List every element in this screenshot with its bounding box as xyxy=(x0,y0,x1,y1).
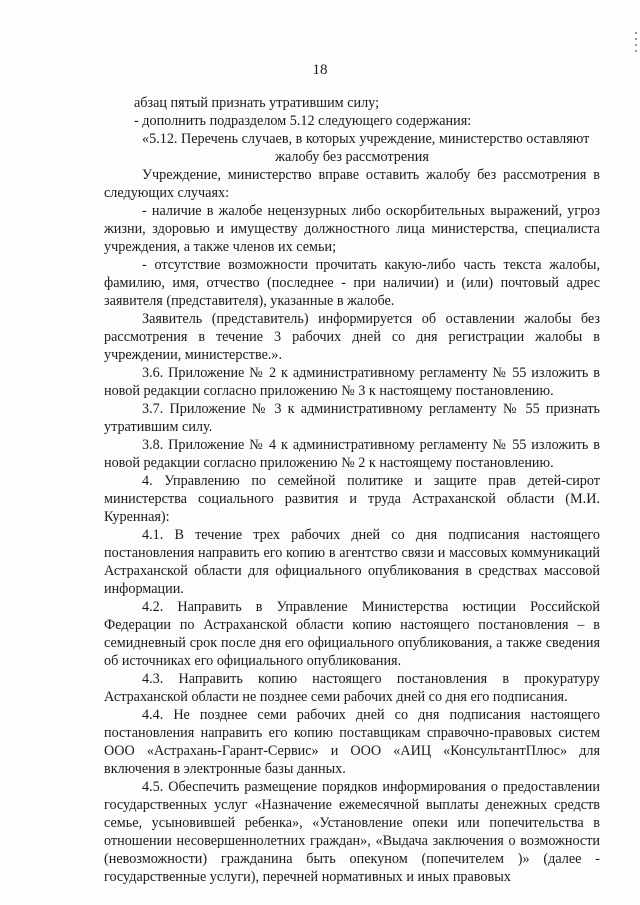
paragraph: 3.7. Приложение № 3 к административному регламенту № 55 признать утратившим силу. xyxy=(104,401,600,435)
paragraph: 4.3. Направить копию настоящего постановления в прокуратуру Астраханской области не позднее семи рабочих дней со дня его подписания. xyxy=(104,671,600,705)
paragraph: 4. Управлению по семейной политике и защите прав детей-сирот министерства социального развития и труда Астраханской области (М.И. Куренная): xyxy=(104,473,600,525)
paragraph: абзац пятый признать утратившим силу; xyxy=(134,95,380,111)
paragraph: жалобу без рассмотрения xyxy=(275,149,429,165)
page-edge-marks xyxy=(633,28,638,62)
paragraph: «5.12. Перечень случаев, в которых учреждение, министерство оставляют xyxy=(142,131,590,147)
paragraph: 4.1. В течение трех рабочих дней со дня подписания настоящего постановления направить его копию в агентство связи и массовых коммуникаций Астраханской области для официального опубликования в средствах массовой информации. xyxy=(104,527,600,597)
paragraph: Учреждение, министерство вправе оставить жалобу без рассмотрения в следующих случаях: xyxy=(104,167,600,201)
paragraph: 4.5. Обеспечить размещение порядков информирования о предоставлении государственных услуг «Назначение ежемесячной выплаты денежных средств семье, усыновившей ребенка», «Установление опеки или попечительства в отношении несовершеннолетних граждан», «Выдача заключения о возможности (невозможности) гражданина быть опекуном (попечителем )» (далее - государственные услуги), перечней нормативных и иных правовых xyxy=(104,779,600,885)
paragraph: - наличие в жалобе нецензурных либо оскорбительных выражений, угроз жизни, здоровью и имуществу должностного лица министерства, специалиста учреждения, а также членов их семьи; xyxy=(104,203,600,255)
paragraph: - отсутствие возможности прочитать какую-либо часть текста жалобы, фамилию, имя, отчество (последнее - при наличии) и (или) почтовый адрес заявителя (представителя), указанные в жалобе. xyxy=(104,257,600,309)
page-number: 18 xyxy=(312,62,328,78)
paragraph: Заявитель (представитель) информируется об оставлении жалобы без рассмотрения в течение 3 рабочих дней со дня регистрации жалобы в учреждении, министерстве.». xyxy=(104,311,600,363)
paragraph: 3.8. Приложение № 4 к административному регламенту № 55 изложить в новой редакции согласно приложению № 2 к настоящему постановлению. xyxy=(104,437,600,471)
paragraph: - дополнить подразделом 5.12 следующего содержания: xyxy=(134,113,472,129)
document-body xyxy=(104,94,600,886)
paragraph: 4.2. Направить в Управление Министерства юстиции Российской Федерации по Астраханской области копию настоящего постановления – в семидневный срок после дня его официального опубликования, а также сведения об источниках его официального опубликования. xyxy=(104,599,600,669)
paragraph: 3.6. Приложение № 2 к административному регламенту № 55 изложить в новой редакции согласно приложению № 3 к настоящему постановлению. xyxy=(104,365,600,399)
paragraph: 4.4. Не позднее семи рабочих дней со дня подписания настоящего постановления направить его копию поставщикам справочно-правовых систем ООО «Астрахань-Гарант-Сервис» и ООО «АИЦ «КонсультантПлюс» для включения в электронные базы данных. xyxy=(104,707,600,777)
